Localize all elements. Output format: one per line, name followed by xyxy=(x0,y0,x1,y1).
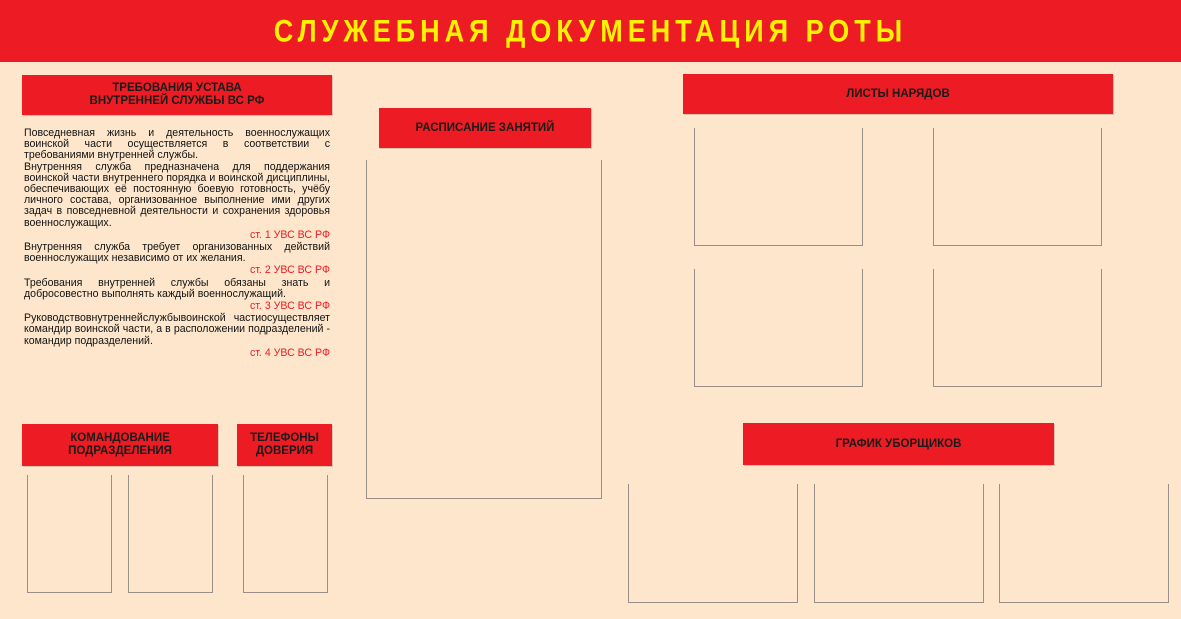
command-header xyxy=(22,424,218,466)
phones-header-line2: ДОВЕРИЯ xyxy=(255,445,314,457)
command-header-line2: ПОДРАЗДЕЛЕНИЯ xyxy=(68,445,172,457)
duty-header-label: ЛИСТЫ НАРЯДОВ xyxy=(846,87,950,100)
command-header-line1: КОМАНДОВАНИЕ xyxy=(70,432,170,444)
duty-header xyxy=(683,74,1113,114)
cleaning-header-label: ГРАФИК УБОРЩИКОВ xyxy=(835,437,962,450)
charter-paragraph: Повседневная жизнь и деятельность военнослужащих воинской части осуществляется в соответствии с требованиями внутренней службы. xyxy=(24,127,330,162)
cleaning-pocket-1[interactable] xyxy=(628,484,798,603)
duty-pocket-4[interactable] xyxy=(933,269,1102,387)
charter-paragraph: Внутренняя служба требует организованных действий военнослужащих независимо от их желания. xyxy=(24,241,330,265)
command-pocket-1[interactable] xyxy=(27,475,112,593)
phones-pocket[interactable] xyxy=(243,475,328,593)
phones-header xyxy=(237,424,332,466)
cleaning-header xyxy=(743,423,1054,465)
charter-header-line1: ТРЕБОВАНИЯ УСТАВА xyxy=(112,82,242,94)
cleaning-pocket-2[interactable] xyxy=(814,484,984,603)
charter-paragraph: Требования внутренней службы обязаны знать и добросовестно выполнять каждый военнослужащий. xyxy=(24,276,330,300)
charter-ref: ст. 2 УВС ВС РФ xyxy=(249,264,330,277)
charter-ref: ст. 1 УВС ВС РФ xyxy=(249,228,330,241)
charter-header xyxy=(22,75,332,115)
phones-header-line1: ТЕЛЕФОНЫ xyxy=(250,432,319,444)
cleaning-pocket-3[interactable] xyxy=(999,484,1169,603)
charter-header-line2: ВНУТРЕННЕЙ СЛУЖБЫ ВС РФ xyxy=(89,95,265,107)
charter-ref: ст. 3 УВС ВС РФ xyxy=(249,300,330,313)
duty-pocket-2[interactable] xyxy=(933,128,1102,246)
schedule-header-label: РАСПИСАНИЕ ЗАНЯТИЙ xyxy=(415,121,555,134)
schedule-header xyxy=(379,108,591,148)
charter-paragraph: Внутренняя служба предназначена для поддержания воинской части внутреннего порядка и воинской дисциплины, обеспечивающих её постоянную боевую готовность, учёбу личного состава, организованное выполнение ими других задач в повседневной деятельности и сохранения здоровья военнослужащих. xyxy=(24,160,330,229)
duty-pocket-1[interactable] xyxy=(694,128,863,246)
charter-paragraph: Руководствовнутреннейслужбывоинской частиосуществляет командир воинской части, а в расположении подразделений - командир подразделений. xyxy=(24,312,330,347)
page-title: СЛУЖЕБНАЯ ДОКУМЕНТАЦИЯ РОТЫ xyxy=(273,13,908,48)
title-bar xyxy=(0,0,1181,62)
charter-text xyxy=(24,128,330,360)
schedule-pocket[interactable] xyxy=(366,160,602,499)
charter-ref: ст. 4 УВС ВС РФ xyxy=(249,346,330,359)
command-pocket-2[interactable] xyxy=(128,475,213,593)
duty-pocket-3[interactable] xyxy=(694,269,863,387)
